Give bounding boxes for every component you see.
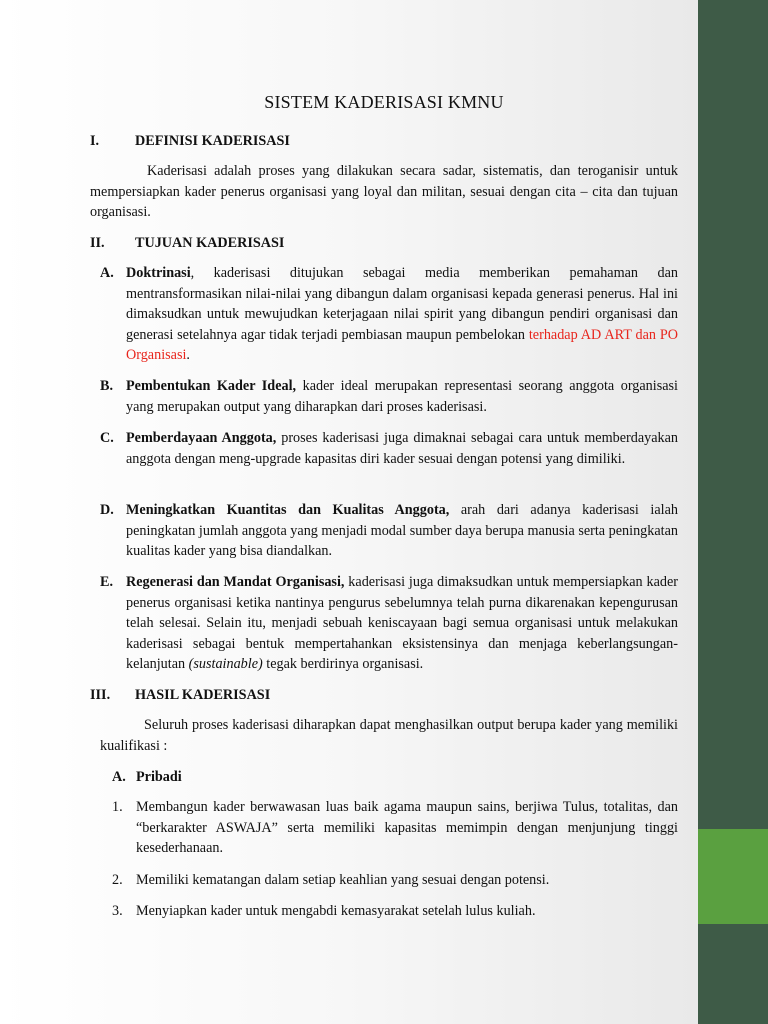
section-title: DEFINISI KADERISASI xyxy=(135,133,290,149)
document-title: SISTEM KADERISASI KMNU xyxy=(264,92,504,112)
definition-paragraph: Kaderisasi adalah proses yang dilakukan secara sadar, sistematis, dan teroganisir untuk mempersiapkan kader penerus organisasi yang loyal dan militan, sesuai dengan cita – cita dan tujuan organisasi. xyxy=(90,163,678,221)
item-term: Doktrinasi xyxy=(126,265,191,281)
list-item xyxy=(100,428,678,469)
section-numeral: II. xyxy=(90,235,105,251)
item-body xyxy=(126,428,678,469)
italic-term: (sustainable) xyxy=(188,656,263,673)
item-term: Pembentukan Kader Ideal, xyxy=(126,378,297,394)
document-page xyxy=(90,0,678,1024)
section-numeral: I. xyxy=(90,133,100,149)
list-item xyxy=(100,376,678,417)
item-text: arah dari adanya kaderisasi ialah peningkatan jumlah anggota yang menjadi modal sumber daya berupa manusia serta peningkatan kualitas kader yang bisa diandalkan. xyxy=(126,502,678,560)
item-text: Menyiapkan kader untuk mengabdi kemasyarakat setelah lulus kuliah. xyxy=(136,903,536,919)
item-marker: A. xyxy=(100,265,114,281)
item-text: , kaderisasi ditujukan sebagai media memberikan pemahaman dan mentransformasikan nilai-nilai yang dibangun dalam organisasi kepada generasi penerus. Hal ini dimaksudkan untuk mewujudkan keterjagaan nilai spirit yang dibangun pendiri organisasi dan generasi setelahnya agar tidak terjadi pembiasan maupun pembelokan xyxy=(126,265,678,343)
item-body xyxy=(126,376,678,417)
item-body xyxy=(126,572,678,675)
item-marker: E. xyxy=(100,574,114,590)
item-marker: C. xyxy=(100,430,114,446)
item-tail: tegak berdirinya organisasi. xyxy=(262,656,424,673)
numbered-item xyxy=(112,797,678,859)
section-title: HASIL KADERISASI xyxy=(135,687,271,703)
subsection-title: Pribadi xyxy=(136,769,182,785)
item-marker: B. xyxy=(100,378,114,394)
list-item xyxy=(100,500,678,562)
item-text: kaderisasi juga dimaksudkan untuk mempersiapkan kader penerus organisasi ketika nantinya pengurus sebelumnya telah purna dikarenakan kepengurusan telah selesai. Selain itu, menjadi sebuah keniscayaan bagi semua organisasi untuk melakukan kaderisasi sebagai bentuk mempertahankan eksistensinya dan menjaga keberlangsungan-kelanjutan xyxy=(126,574,678,673)
item-number: 2. xyxy=(112,872,123,888)
item-text: proses kaderisasi juga dimaknai sebagai cara untuk memberdayakan anggota dengan meng-upgrade kapasitas diri kader sesuai dengan potensi yang dimiliki. xyxy=(126,430,678,467)
item-text: kader ideal merupakan representasi seorang anggota organisasi yang merupakan output yang diharapkan dari proses kaderisasi. xyxy=(126,378,679,415)
numbered-item xyxy=(112,870,678,891)
item-marker: D. xyxy=(100,502,114,518)
sidebar-accent-block xyxy=(698,829,768,924)
item-number: 3. xyxy=(112,903,123,919)
list-item xyxy=(100,572,678,675)
item-text: Membangun kader berwawasan luas baik agama maupun sains, berjiwa Tulus, totalitas, dan “berkarakter ASWAJA” serta memiliki kapasitas memimpin dengan menjunjung tinggi kesederhanaan. xyxy=(136,799,678,857)
numbered-item xyxy=(112,901,678,922)
item-tail: . xyxy=(186,347,190,364)
item-number: 1. xyxy=(112,799,123,815)
section-numeral: III. xyxy=(90,687,111,703)
item-term: Pemberdayaan Anggota, xyxy=(126,430,277,446)
item-body xyxy=(126,500,678,562)
item-term: Regenerasi dan Mandat Organisasi, xyxy=(126,574,345,590)
item-text: Memiliki kematangan dalam setiap keahlian yang sesuai dengan potensi. xyxy=(136,872,550,888)
subsection-marker: A. xyxy=(112,769,126,785)
section-title: TUJUAN KADERISASI xyxy=(135,235,285,251)
highlighted-text: terhadap AD ART dan PO Organisasi xyxy=(126,326,678,364)
results-paragraph: Seluruh proses kaderisasi diharapkan dapat menghasilkan output berupa kader yang memiliki kualifikasi : xyxy=(100,717,678,754)
item-term: Meningkatkan Kuantitas dan Kualitas Anggota, xyxy=(126,502,450,518)
item-body xyxy=(126,263,678,366)
list-item xyxy=(100,263,678,366)
